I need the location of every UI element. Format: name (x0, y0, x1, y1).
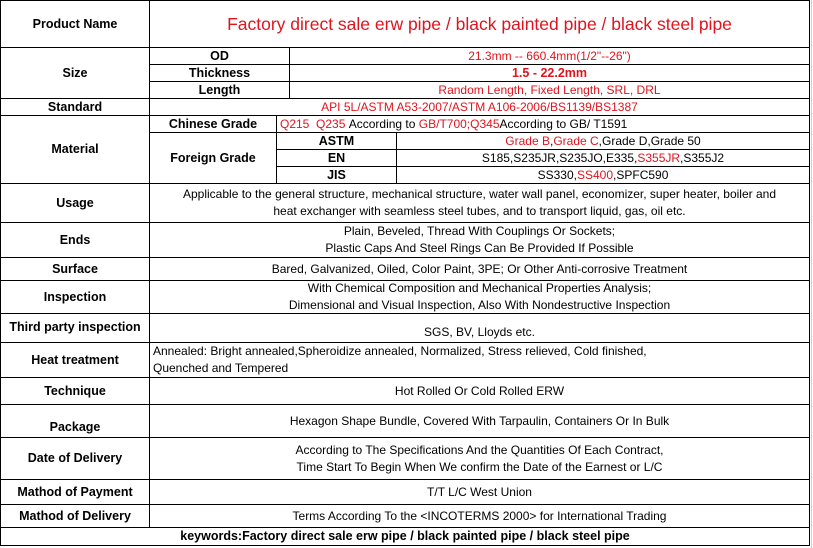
astm-grade-c: Grade C (553, 133, 599, 148)
ends-line-2: Plastic Caps And Steel Rings Can Be Provided If Possible (325, 241, 634, 255)
astm-rest: ,Grade D,Grade 50 (598, 133, 701, 148)
value-standard: API 5L/ASTM A53-2007/ASTM A106-2006/BS1139/BS1387 (150, 99, 810, 116)
label-technique: Technique (1, 378, 150, 405)
jis-part-1: SS330, (537, 167, 577, 182)
label-thickness: Thickness (150, 65, 290, 82)
label-jis: JIS (277, 167, 397, 184)
right-gridline (811, 0, 812, 548)
label-material: Material (1, 116, 150, 184)
value-length: Random Length, Fixed Length, SRL, DRL (290, 82, 810, 99)
label-chinese-grade: Chinese Grade (150, 116, 277, 133)
value-package: Hexagon Shape Bundle, Covered With Tarpaulin, Containers Or In Bulk (150, 405, 810, 438)
en-s355jr: S355JR (637, 150, 681, 165)
label-package: Package (1, 405, 150, 438)
en-part-2: ,S355J2 (680, 150, 725, 165)
en-part-1: S185,S235JR,S235JO,E335, (481, 150, 638, 165)
chinese-grade-gb: GB/T700;Q345 (418, 116, 500, 131)
jis-ss400: SS400 (576, 167, 614, 182)
chinese-grade-text-1: According to (348, 116, 416, 131)
jis-part-2: ,SPFC590 (613, 167, 669, 182)
delivery-date-line-1: According to The Specifications And the Quantities Of Each Contract, (295, 442, 664, 457)
value-date-of-delivery (150, 438, 810, 480)
ends-line-1: Plain, Beveled, Thread With Couplings Or Sockets; (343, 224, 616, 238)
delivery-date-line-2: Time Start To Begin When We confirm the Date of the Earnest or L/C (296, 459, 663, 474)
usage-line-2: heat exchanger with seamless steel tubes, and to transport liquid, gas, oil etc. (273, 204, 686, 218)
chinese-grade-q235: Q235 (316, 116, 346, 131)
value-surface: Bared, Galvanized, Oiled, Color Paint, 3PE; Or Other Anti-corrosive Treatment (150, 258, 810, 281)
label-ends: Ends (1, 223, 150, 258)
label-date-of-delivery: Date of Delivery (1, 438, 150, 480)
label-od: OD (150, 48, 290, 65)
label-astm: ASTM (277, 133, 397, 150)
heat-line-1: Annealed: Bright annealed,Spheroidize annealed, Normalized, Stress relieved, Cold finished, (153, 344, 647, 358)
label-length: Length (150, 82, 290, 99)
label-standard: Standard (1, 99, 150, 116)
keywords: keywords:Factory direct sale erw pipe / black painted pipe / black steel pipe (1, 528, 810, 546)
label-method-of-payment: Mathod of Payment (1, 480, 150, 505)
value-thickness: 1.5 - 22.2mm (290, 65, 810, 82)
chinese-grade-q215: Q215 (280, 116, 310, 131)
heat-line-2: Quenched and Tempered (153, 361, 289, 375)
value-jis (397, 167, 810, 184)
usage-line-1: Applicable to the general structure, mechanical structure, water wall panel, economizer, super heater, boiler and (183, 187, 776, 201)
value-method-of-delivery: Terms According To the <INCOTERMS 2000> for International Trading (150, 505, 810, 528)
label-surface: Surface (1, 258, 150, 281)
chinese-grade-text-2: According to GB/ T1591 (499, 116, 628, 131)
value-en (397, 150, 810, 167)
value-inspection (150, 281, 810, 314)
product-title: Factory direct sale erw pipe / black painted pipe / black steel pipe (150, 1, 810, 48)
label-en: EN (277, 150, 397, 167)
value-usage (150, 184, 810, 223)
astm-grade-b: Grade B (505, 133, 550, 148)
inspection-line-2: Dimensional and Visual Inspection, Also With Nondestructive Inspection (288, 298, 671, 312)
label-size: Size (1, 48, 150, 99)
label-usage: Usage (1, 184, 150, 223)
label-foreign-grade: Foreign Grade (150, 133, 277, 184)
value-od: 21.3mm -- 660.4mm(1/2"--26") (290, 48, 810, 65)
inspection-line-1: With Chemical Composition and Mechanical Properties Analysis; (307, 281, 652, 295)
value-ends (150, 223, 810, 258)
label-third-party: Third party inspection (1, 314, 150, 343)
value-astm: Grade B , Grade C ,Grade D,Grade 50 (397, 133, 810, 150)
value-technique: Hot Rolled Or Cold Rolled ERW (150, 378, 810, 405)
value-chinese-grade (277, 116, 810, 133)
value-method-of-payment: T/T L/C West Union (150, 480, 810, 505)
label-product-name: Product Name (1, 1, 150, 48)
label-heat-treatment: Heat treatment (1, 343, 150, 378)
label-method-of-delivery: Mathod of Delivery (1, 505, 150, 528)
value-heat-treatment (150, 343, 810, 378)
value-third-party: SGS, BV, Lloyds etc. (150, 314, 810, 343)
label-inspection: Inspection (1, 281, 150, 314)
